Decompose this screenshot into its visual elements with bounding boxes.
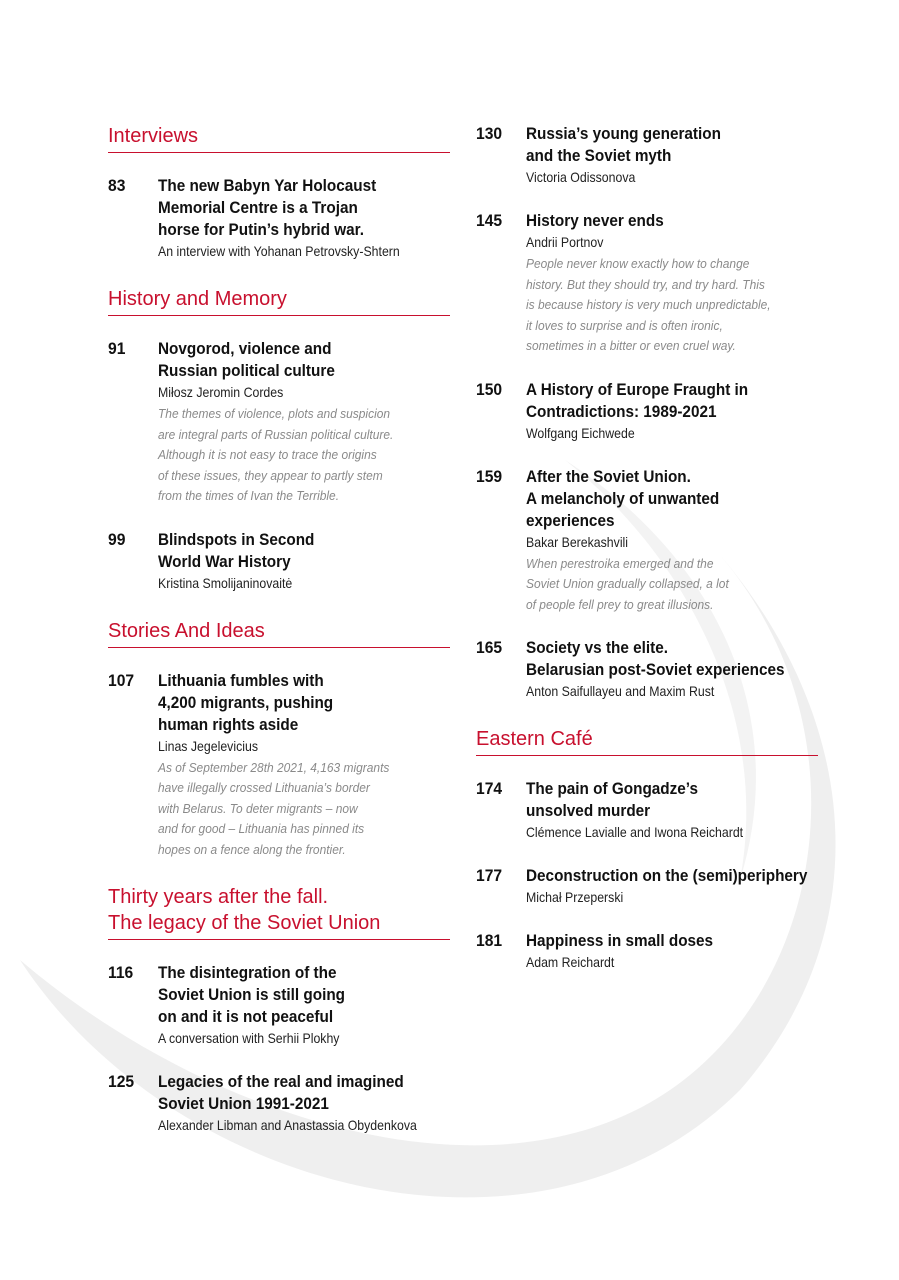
article-title[interactable]: Novgorod, violence and Russian political culture [158, 339, 335, 380]
page-number: 116 [108, 963, 134, 982]
entry-body [158, 962, 450, 1049]
article-summary: People never know exactly how to change history. But they should try, and try hard. This is because history is very much unpredictable, it loves to surprise and is often ironic, sometimes in a bitter or even cruel way. [526, 256, 771, 353]
left-column [108, 123, 450, 1160]
toc-entry-159[interactable] [476, 466, 818, 616]
toc-entry-107[interactable] [108, 670, 450, 861]
article-author: Kristina Smolijaninovaitė [158, 574, 293, 591]
article-title[interactable]: Legacies of the real and imagined Soviet Union 1991-2021 [158, 1072, 404, 1113]
article-title[interactable]: History never ends [526, 211, 664, 230]
page-number: 165 [476, 638, 503, 657]
entry-body [526, 466, 818, 616]
entry-body [526, 778, 818, 843]
entry-body [158, 338, 450, 507]
toc-section [108, 123, 450, 262]
toc-entry-145[interactable] [476, 210, 818, 357]
toc-section [108, 884, 450, 1136]
page-number: 174 [476, 779, 503, 798]
article-author: An interview with Yohanan Petrovsky-Shtern [158, 243, 400, 259]
toc-entry-83[interactable] [108, 175, 450, 262]
toc-entry-91[interactable] [108, 338, 450, 507]
section-title: Stories And Ideas [108, 618, 450, 648]
article-title[interactable]: Russia’s young generation and the Soviet myth [526, 124, 721, 165]
toc-section [476, 123, 818, 702]
entry-body [526, 210, 818, 357]
article-author: Victoria Odissonova [526, 169, 636, 185]
article-author: Anton Saifullayeu and Maxim Rust [526, 683, 715, 699]
section-title: Eastern Café [476, 726, 818, 756]
article-summary: When perestroika emerged and the Soviet Union gradually collapsed, a lot of people fell prey to great illusions. [526, 555, 729, 612]
article-title[interactable]: Lithuania fumbles with 4,200 migrants, pushing human rights aside [158, 670, 334, 734]
article-title[interactable]: Deconstruction on the (semi)periphery [526, 866, 808, 885]
toc-entry-130[interactable] [476, 123, 818, 188]
entry-body [526, 379, 818, 444]
article-title[interactable]: After the Soviet Union. A melancholy of unwanted experiences [526, 466, 720, 530]
toc-section [108, 286, 450, 594]
article-author: Linas Jegelevicius [158, 737, 258, 754]
toc-entry-99[interactable] [108, 529, 450, 594]
entry-body [526, 930, 818, 973]
toc-entry-181[interactable] [476, 930, 818, 973]
toc-entry-177[interactable] [476, 865, 818, 908]
page-number: 145 [476, 211, 503, 230]
toc-section [476, 726, 818, 973]
article-author: Wolfgang Eichwede [526, 424, 635, 441]
section-title: Interviews [108, 123, 450, 153]
article-title[interactable]: The disintegration of the Soviet Union is still going on and it is not peaceful [158, 963, 346, 1026]
article-author: Clémence Lavialle and Iwona Reichardt [526, 824, 744, 840]
article-author: A conversation with Serhii Plokhy [158, 1030, 340, 1046]
article-title[interactable]: Society vs the elite. Belarusian post-Soviet experiences [526, 638, 785, 679]
toc-entry-150[interactable] [476, 379, 818, 444]
toc-section [108, 618, 450, 861]
toc-entry-116[interactable] [108, 962, 450, 1049]
article-author: Bakar Berekashvili [526, 533, 629, 550]
article-title[interactable]: The new Babyn Yar Holocaust Memorial Centre is a Trojan horse for Putin’s hybrid war. [158, 176, 377, 239]
article-summary: The themes of violence, plots and suspicion are integral parts of Russian political culture. Although it is not easy to trace the origins of these issues, they appear to partly stem from the times of Ivan the Terrible. [158, 406, 394, 503]
entry-body [158, 529, 450, 594]
article-title[interactable]: Blindspots in Second World War History [158, 529, 315, 571]
toc-entry-174[interactable] [476, 778, 818, 843]
page-number: 150 [476, 379, 503, 399]
page-number: 99 [108, 529, 126, 549]
entry-body [158, 670, 450, 861]
page-number: 125 [108, 1072, 135, 1091]
toc-entry-125[interactable] [108, 1071, 450, 1136]
section-title: Thirty years after the fall. The legacy of the Soviet Union [108, 884, 450, 940]
toc-entry-165[interactable] [476, 637, 818, 702]
page-number: 83 [108, 176, 126, 195]
page-number: 107 [108, 670, 135, 690]
entry-body [526, 637, 818, 702]
section-title: History and Memory [108, 286, 450, 316]
article-author: Andrii Portnov [526, 234, 604, 250]
entry-body [526, 865, 818, 908]
article-title[interactable]: A History of Europe Fraught in Contradictions: 1989-2021 [526, 379, 749, 421]
entry-body [158, 175, 450, 262]
article-author: Miłosz Jeromin Cordes [158, 384, 284, 400]
entry-body [158, 1071, 450, 1136]
page-number: 177 [476, 866, 503, 885]
article-author: Alexander Libman and Anastassia Obydenkova [158, 1117, 417, 1133]
article-title[interactable]: The pain of Gongadze’s unsolved murder [526, 779, 698, 820]
page-number: 159 [476, 466, 503, 486]
article-author: Adam Reichardt [526, 954, 615, 970]
entry-body [526, 123, 818, 188]
right-column [476, 123, 818, 997]
page-number: 130 [476, 124, 503, 143]
article-summary: As of September 28th 2021, 4,163 migrants have illegally crossed Lithuania’s border with Belarus. To deter migrants – now and for good – Lithuania has pinned its hopes on a fence along the frontier. [158, 759, 390, 857]
article-title[interactable]: Happiness in small doses [526, 931, 714, 950]
page-number: 181 [476, 931, 503, 950]
article-author: Michał Przeperski [526, 889, 624, 905]
page-number: 91 [108, 339, 126, 358]
